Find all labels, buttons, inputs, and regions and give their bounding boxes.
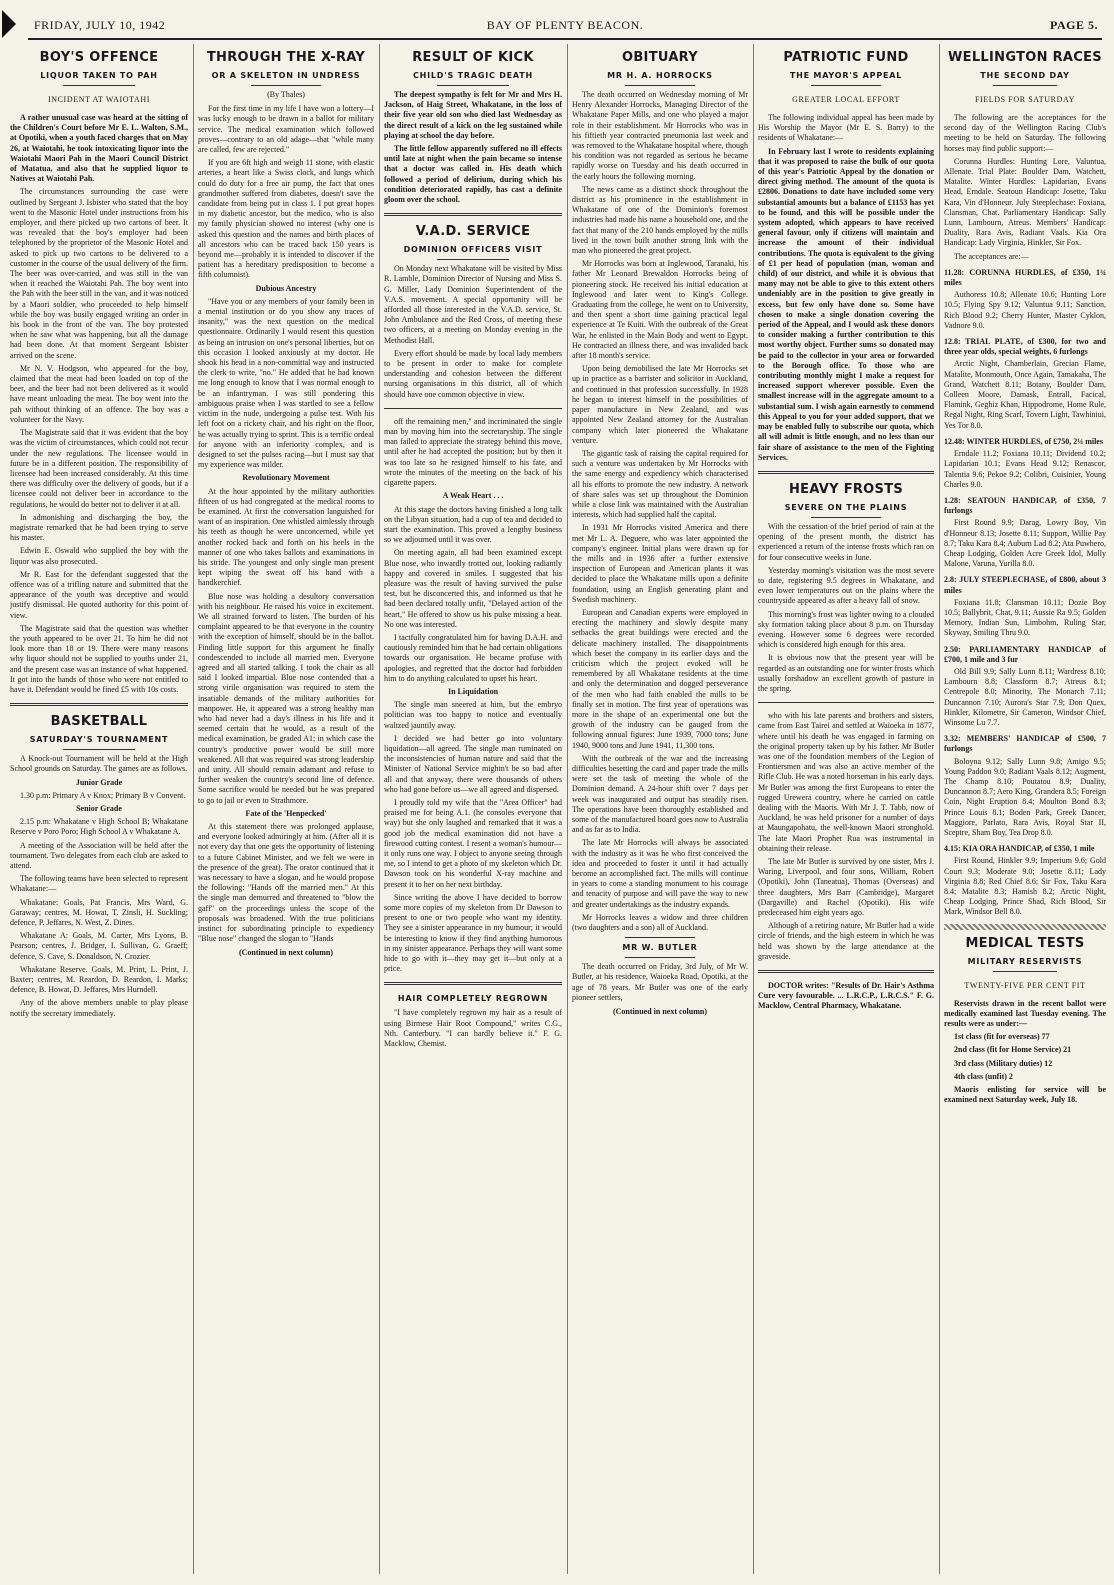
result-line: 2nd class (fit for Home Service) 21 (954, 1045, 1072, 1055)
column-4 (572, 44, 748, 1574)
article-paragraph: I tactfully congratulated him for having D.A.H. and cautiously reminded him that he had certain obligations towards our organisation. He became profuse with apologies, and regretted that the doctor had forbidden him to do anything calculated to upset his heart. (384, 632, 562, 683)
article-paragraph: The following teams have been selected to represent Whakatane:— (10, 874, 188, 894)
decorative-rule (944, 924, 1106, 930)
article-paragraph: The circumstances surrounding the case were outlined by Sergeant J. Isbister who stated that the boy went to the Masonic Hotel under instructions from his employer, and there picked up two cartons of beer. It was revealed that the boy's employer had been telephoned by the proprietor of the Masonic Hotel and asked to pick up two cartons to be delivered to a customer in the course of the usual delivery of the firm. The beer was over-carried, and was still in the van when it reached the Waiotahi Pah. The boy went into the Pah with the beer still in the van, and it was noticed by a Maori soldier, who proceeded to help himself while the boy was busily engaged writing an order in his book in the front of the van. The boy protested when he saw what was happening, but all the damage had been done. At that moment Sergeant Isbister arrived on the scene. (10, 187, 188, 360)
article-paragraph: Mr Horrocks was born at Inglewood, Taranaki, his father Mr Leonard Brewaldon Horrocks being of pioneering stock. He received his initial education at Inglewood and later went to King's College. Graduating from the college, he went on to University, and then spent a short time gaining practical legal experience at Te Kuiti. With the outbreak of the Great War, he enlisted in the Main Body and went to Egypt. He contracted an illness there, and was invalided back after 18 month's service. (572, 259, 748, 361)
article-paragraph: On Monday next Whakatane will be visited by Miss R. Lamble, Dominion Director of Nursing and Miss S. G. Miller, Lady Dominion Superintendent of the V.A.S. movement. A special opportunity will be afforded all those interested in the V.A.D. service, St. John Ambulance and the Red Cross, of meeting these two officers, at a meeting on Monday evening in the Methodist Hall. (384, 264, 562, 345)
subhead: THE MAYOR'S APPEAL (789, 71, 903, 80)
article-paragraph: The death occurred on Friday, 3rd July, of Mr W. Butler, at his residence, Waioeka Road, Opotiki, at the age of 78 years. Mr Butler was one of the early pioneer settlers, (572, 962, 748, 1002)
article-paragraph: The acceptances are:— (954, 251, 1029, 261)
divider (811, 85, 881, 86)
article-paragraph: Mr Horrocks leaves a widow and three children (two daughters and a son) all of Auckland. (572, 912, 748, 933)
race-field: First Round, Hinkler 9.9; Imperium 9.6; Gold Court 9.3; Moderate 9.0; Josette 8.11; Lady Virginia 8.8; Red Chief 8.6; Sir Fox, Taku Kara 8.4; Matalite 8.3; Hamish 8.2; Arctic Night, Cheap Lodging, Prince Shad, Rich Blood, Sir Mark, Windsor Bell 8.0. (944, 856, 1106, 917)
dateline: GREATER LOCAL EFFORT (792, 95, 900, 104)
article-paragraph: off the remaining men," and incriminated the single man by moving him into the secretaryship. The single man failed to appreciate the strategy behind this move, until after he had accepted the position; but by then it was too late so he resigned himself to his fate, and wrote the minutes of the meeting on the back of his cigarette papers. (384, 416, 562, 488)
divider (811, 517, 881, 518)
divider (437, 259, 508, 260)
article-separator (758, 970, 934, 973)
article-paragraph: At the hour appointed by the military authorities fifteen of us had congregated at the medical rooms to be examined. At first the conversation languished for want of an inspiration. One whistled aimlessly through his teeth as though he were unconcerned, while yet another rocked back and forth on his heels in the manner of one who takes ballots and examinations in his stride. The youngest and only single man present kept wiping the sweat off his hand with a handkerchief. (198, 486, 374, 588)
article-paragraph: In February last I wrote to residents explaining that it was proposed to raise the bulk of our quota of this year's Patriotic Appeal by the donation or direct giving method. The amount of the quota is £2806. Donations to date have included some very substantial amounts but a balance of £1153 has yet to be found, and this will be possible under the system adopted, which appears to have received general favour, only if citizens will maintain and increase the amount of their individual contributions. The quota is equivalent to the giving of £1 per head of population (man, woman and child) of our district, and while it is obvious that many may not be able to give to this extent others undeniably are in the position to give greatly in excess, but few only have done so. Some have chosen to make a single donation covering the period of the Appeal, and I would ask these donors to consider making a further contribution to this most worthy object. Further sums so donated may be paid to the collector in your area or forwarded to the Borough office. To those who are contributing monthly might I make a request for increased support wherever possible. Even the smallest increase will in the aggregate amount to a substantial sum. I wish again earnestly to commend this Appeal to you for your added support, that we may be enabled fully to subscribe our quota, which all will admit is little enough, and no less than our fair share of assistance to the men of the Fighting Services. (758, 146, 934, 462)
divider (63, 85, 134, 86)
column-divider (939, 44, 940, 1574)
masthead-page: PAGE 5. (1050, 18, 1098, 32)
race-heading: 1.28: SEATOUN HANDICAP, of £350, 7 furlongs (944, 495, 1106, 516)
article-paragraph: This morning's frost was lighter owing to a clouded sky formation taking place about 8 p.m. on Thursday evening. However some 6 degrees were recorded which is considered high enough for this area. (758, 609, 934, 650)
article-paragraph: A meeting of the Association will be held after the tournament. Two delegates from each club are asked to attend. (10, 840, 188, 870)
column-3 (384, 44, 562, 1574)
column-divider (379, 44, 380, 1574)
race-field: Foxiana 11.8; Clansman 10.11; Dozie Boy 10.5; Ballybrit, Chat, 9.11; Aussie Ra 9.5; Golden Memory, Indian Sun, Limbohm, Ruling Star, Skyway, Smiling Thru 9.0. (944, 597, 1106, 638)
article-paragraph: The late Mr Butler is survived by one sister, Mrs J. Waring, Liverpool, and four sons, William, Robert (Opotiki), John (Taneatua), Thomas (Overseas) and three daughters, Mrs Barr (Cambridge), Margaret (Dargaville) and Rachel (Opotiki). His wife predeceased him eight years ago. (758, 857, 934, 918)
subhead: MR H. A. HORROCKS (607, 71, 713, 80)
race-heading: 11.28: CORUNNA HURDLES, of £350, 1¾ miles (944, 267, 1106, 288)
article-paragraph: The Magistrate said that the question was whether the youth appeared to be over 21. To him he did not look more than 18 or 19. There were many reasons why liquor should not be supplied to youths under 21, and the present case was an instance of what happened. It got into the hands of those who were not entitled to have it. Defendant would be fined £5 with 10s costs. (10, 623, 188, 694)
article-paragraph: Upon being demobilised the late Mr Horrocks set up in practice as a barrister and solicitor in Auckland, and continued in that profession successfully. In 1928 he began to interest himself in the possibilities of paper manufacture in New Zealand, and was appointed New Zealand attorney for the Australian company which later pioneered the Whakatane venture. (572, 364, 748, 445)
headline-xray: THROUGH THE X-RAY (206, 50, 366, 65)
article-paragraph: Maoris enlisting for service will be examined next Saturday week, July 18. (944, 1085, 1106, 1105)
masthead-date: FRIDAY, JULY 10, 1942 (34, 18, 166, 32)
article-paragraph: Every effort should be made by local lady members to be present in order to make for complete understanding and cohesion between the different nursing organisations in this district, all of which should have one common objective in view. (384, 348, 562, 399)
dateline: FIELDS FOR SATURDAY (974, 95, 1075, 104)
article-paragraph: The little fellow apparently suffered no ill effects until late at night when the pain became so intense that a doctor was called in. His death which followed a period of delirium, during which his condition deteriorated rapidly, has cast a definite gloom over the school. (384, 144, 562, 205)
masthead (28, 16, 1102, 40)
race-field: Boloyna 9.12; Sally Lunn 9.8; Amigo 9.5; Young Paddon 9.0; Radiant Vaals 8.12; Augment, The Champ 8.10; Poutatou 8.9; Duality, Duncannon 8.7; Aero King, Grandera 8.5; Foreign Coin, Night Eruption 8.4; Moulton Bond 8.3; Prince Louis 8.1; Boden Park, Greek Dancer, Maggiore, Parlato, Rara Avis, Royal Star II, Sceptre, Sham Boy, Tea Drop 8.0. (944, 756, 1106, 837)
section-heading: In Liquidation (447, 686, 499, 696)
article-paragraph: The following individual appeal has been made by His Worship the Mayor (Mr E. S. Barry) to the residents of Whakatane:— (758, 113, 934, 143)
subhead: OR A SKELETON IN UNDRESS (211, 71, 361, 80)
article-paragraph: At this stage the doctors having finished a long talk on the Libyan situation, had a cup of tea and decided to start the examination. This proved a lengthy business so we adjourned until it was over. (384, 504, 562, 545)
article-paragraph: Mr R. East for the defendant suggested that the offence was of a trifling nature and submitted that the appearance of the youth was deceptive and would justify dismissal. He quoted authority for this point of view. (10, 569, 188, 620)
headline-vad-service: V.A.D. SERVICE (415, 224, 531, 240)
section-heading: Senior Grade (76, 803, 122, 813)
article-paragraph: For the first time in my life I have won a lottery—I was lucky enough to be drawn in a ballot for military service. The medical examination which followed proves—contrary to an old adage—that "while many are called, few are rejected." (198, 104, 374, 155)
race-heading: 2.50: PARLIAMENTARY HANDICAP of £700, 1 mile and 3 fur (944, 644, 1106, 664)
headline-hair-regrown: HAIR COMPLETELY REGROWN (397, 994, 549, 1004)
article-paragraph: Corunna Hurdles: Hunting Lore, Valuntua, Allenate. Trial Plate: Boulder Dam, Watchett, Matalite. Winter Hurdles: Lapidarian, Evans Head, Erndale. Seatoun Handicap: Josette, Taku Kara, Vin d'Honneur. July Steeplechase: Foxiana, Clansman, Chat. Parliamentary Handicap: Sally Lunn, Lambourn, Atreus. Members' Handicap: Duality, Rara Avis, Radiant Vaals. Kia Ora Handicap: Lady Virginia, Hinkler, Sir Fox. (944, 156, 1106, 248)
article-lead: A rather unusual case was heard at the sitting of the Children's Court before Mr E. L. Walton, S.M., at Opotiki, when a youth faced charges that on May 26, at Waiotahi, he took intoxicating liquor into the Waiotahi Maori Pah in the Maori Council District of Matatua, and also that he supplied liquor to Natives at Waiotahi Pah. (10, 113, 188, 184)
divider (625, 85, 695, 86)
article-paragraph: Whakatane A: Goals, M. Carter, Mrs Lyons, B. Pearson; centres, J. Bridger, I. Sullivan, G. Graeff; defence, S. Cave, S. Donaldson, N. Crozier. (10, 931, 188, 961)
section-heading: Revolutionary Movement (242, 473, 330, 483)
article-separator (384, 982, 562, 985)
section-heading: Junior Grade (75, 777, 123, 787)
article-paragraph: Since writing the above I have decided to borrow some more copies of my skeleton from Dr Dawson to present to one or two people who want my identity. They see a sinister appearance in my humour; it would be interesting to know if they find anything humorous in my sinister appearance. Perhaps they will want some hide to go with it—they may get it—but only at a price. (384, 892, 562, 974)
result-line: 1st class (fit for overseas) 77 (954, 1032, 1050, 1042)
column-divider (753, 44, 754, 1574)
headline-patriotic-fund: PATRIOTIC FUND (783, 50, 909, 65)
headline-w-butler: MR W. BUTLER (622, 943, 698, 953)
article-paragraph: If you are 6ft high and weigh 11 stone, with elastic arteries, a heart like a Swiss clock, and lungs which could do duty for a free air pump, the fact that ones grandmother suffered from diabetes, doesn't save the candidate from being put in class 1. I put great hopes in my diabetic ancestor, but the medico, who is also my family physician showed no interest (why one is asked this question and the names and birth places of all ancestors who can be traced back 150 years is beyond me—probably it is intended to discover if the patient has a hereditary predisposition to become a fifth columnist). (198, 158, 374, 280)
article-paragraph: Any of the above members unable to play please notify the secretary immediately. (10, 998, 188, 1018)
race-field: Arctic Night, Chamberlain, Grecian Flame, Matalite, Monmouth, Once Again, Tamakaha, The Grand, Watchett 8.11; Botany, Boulder Dam, Colleen Moore, Damask, Entrall, Facical, Flamink, Geghiz Khan, Hippodrome, Home Rule, Regal Night, Ring Scarf, Tovern Light, Tawhiniui, Yes Tor 8.0. (944, 359, 1106, 430)
section-heading: A Weak Heart . . . (442, 491, 504, 501)
column-6 (944, 44, 1106, 1574)
article-paragraph: "Have you or any members of your family been in a mental institution or do you show any traces of insanity," was the next question on the medical questionnaire. Ordinarily I would resent this question as being an intrusion on one's personal liberties, but on this occasion I looked anxiously at my doctor. He shook his head in a non-committal way and instructed the clerk to write, "no." He added that he had known me long enough to know that I was normal enough to be an infantryman. I was still pondering this ambiguous praise when I was startled to see a fellow victim in the nude, undergoing a pulse test. With his left foot on a rickety chair, and his right on the floor, he was actually trying to sprint. This is a terrific ordeal for anyone with an inferiority complex, and is designed to set the pulses racing—but I must say that my experience was milder. (198, 296, 374, 470)
dateline: INCIDENT AT WAIOTAHI (47, 95, 151, 104)
masthead-paper: BAY OF PLENTY BEACON. (486, 18, 644, 32)
article-paragraph: European and Canadian experts were employed in erecting the machinery and slowly despite many setbacks the great buildings were erected and the delicate machinery installed. The disappointments which beset the company in its earlier days and the criticism which the project evoked will be remembered by all Whakatane residents at the time and only the determination and dogged perseverance of the men who had faith enabled the mills to be finally set in motion. The first year of operations was more in the shape of an experimental one but the growth of the industry can be gauged from the following annual figures: June 1939, 7000 tons; June 1940, 9000 tons and June 1941, 11,300 tons. (572, 607, 748, 750)
page-arrow-icon (2, 10, 16, 38)
race-heading: 2.8: JULY STEEPLECHASE, of £800, about 3 miles (944, 575, 1106, 595)
article-paragraph: At this statement there was prolonged applause, and everyone looked admiringly at him. (After all it is not every day that one gets the opportunity of listening to a future Cabinet Minister, and we felt we were in the presence of the great). The orator continued that it was necessary to have a slogan, and he would propose the following: "Hands off the married men." At this the single man demurred and threatened to "blow the gaff" on the proceedings unless the scope of the proposals was broadened. With the true politicians instinct for subordinating principle to expediency "Blue nose" changed the slogan to "Hands (198, 822, 374, 944)
article-paragraph: The following are the acceptances for the second day of the Wellington Racing Club's meeting to be held on Saturday. The following horses may find public support:— (944, 113, 1106, 153)
divider (437, 85, 508, 86)
divider (63, 749, 134, 750)
advertisement-text: "I have completely regrown my hair as a result of using Birmese Hair Root Compound," writes C.G., Nth. Canterbury. "I can hardly believe it." F. G. Macklow, Chemist. (384, 1008, 562, 1049)
headline-medical-tests: MEDICAL TESTS (965, 935, 1085, 951)
article-paragraph: The gigantic task of raising the capital required for such a venture was undertaken by Mr Horrocks with the same energy and expediency which characterised all his efforts to promote the new industry. A network of share sales was set up throughout the Dominion while a close link was maintained with the Australian interests, which had supplied half the capital. (572, 448, 748, 520)
article-paragraph: 1.30 p.m: Primary A v Knox; Primary B v Convent. (20, 790, 186, 800)
article-paragraph: Although of a retiring nature, Mr Butler had a wide circle of friends, and the high esteem in which he was held was shown by the large attendance at the graveside. (758, 921, 934, 961)
headline-heavy-frosts: HEAVY FROSTS (788, 481, 904, 497)
column-divider (193, 44, 194, 1574)
headline-basketball: BASKETBALL (50, 714, 148, 730)
article-paragraph: The late Mr Horrocks will always be associated with the industry as it was he who first conceived the idea and proceeded to foster it until it had actually become an accomplished fact. The mills will continue in years to come a standing monument to his courage and tenacity of purpose and will pave the way to new and greater undertakings as the industry expands. (572, 838, 748, 909)
subhead: MILITARY RESERVISTS (967, 956, 1083, 966)
byline: (By Thales) (267, 90, 305, 99)
divider (625, 957, 695, 958)
race-heading: 12.8: TRIAL PLATE, of £300, for two and three year olds, special weights, 6 furlongs (944, 337, 1106, 357)
article-paragraph: Edwin E. Oswald who supplied the boy with the liquor was also prosecuted. (10, 546, 188, 566)
article-paragraph: It is obvious now that the present year will be regarded as an outstanding one for winter frosts which usually forshadow an excellent growth of pasture in the spring. (758, 653, 934, 693)
result-line: 3rd class (Military duties) 12 (954, 1058, 1053, 1068)
article-paragraph: Mr N. V. Hodgson, who appeared for the boy, claimed that the meat had been loaded on top of the beer, and the beer had not been delivered as it would have meant unloading the meat. The boy went into the pah without thinking of an offence. The boy was a volunteer for the Navy. (10, 363, 188, 424)
article-paragraph: Reservists drawn in the recent ballot were medically examined last Tuesday evening. The results were as under:— (944, 998, 1106, 1029)
article-paragraph: who with his late parents and brothers and sisters, came from East Tairei and settled at Waioeka in 1877, where until his death he was engaged in farming on the original property taken up by his father. Mr Butler was one of the foundation members of the Legion of Frontiersmen and was also an active member of the Rifle Club. He was a noted horseman in his early days. Mr Butler was among the first Europeans to enter the rugged Urewera country, where he carried on cattle dealing with the Maoris. With Mr J. T. Tabb, now of Auckland, he was held prisoner for a number of days at Maungapohatu, the well-known Maori stronghold. The late Maori Prophet Rua was instrumental in obtaining their release. (758, 711, 934, 853)
article-paragraph: With the cessation of the brief period of rain at the opening of the present month, the district has experienced a return of the intense frosts which ran on for four consecutive weeks in June. (758, 521, 934, 562)
divider (625, 937, 695, 938)
section-heading: Dubious Ancestry (255, 283, 317, 293)
section-heading: Fate of the 'Henpecked' (245, 808, 327, 818)
race-field: Erndale 11.2; Foxiana 10.11; Dividend 10.2; Lapidarian 10.1; Evans Head 9.12; Renascor, Talentia 9.6; Pekoe 9.2; Colibri, Cuisinier, Young Charles 9.0. (944, 449, 1106, 489)
column-1 (10, 44, 188, 1574)
article-paragraph: With the outbreak of the war and the increasing difficulties besetting the card and paper trade the mills were set the task of meeting the whole of the Dominion demand. A 24-hour shift over 7 days per week was inaugurated and output has steadily risen. The operations have been thoroughly established and some of the manufactured board goes now to Australia and as far as to India. (572, 753, 748, 835)
dateline: TWENTY-FIVE PER CENT FIT (964, 980, 1086, 990)
column-5 (758, 44, 934, 1574)
subhead: SEVERE ON THE PLAINS (784, 502, 908, 512)
article-separator (384, 213, 562, 216)
divider (993, 85, 1058, 86)
article-paragraph: The single man sneered at him, but the embryo politician was too happy to notice and eventually waltzed jauntily away. (384, 700, 562, 730)
race-field: Authoress 10.8; Allenate 10.6; Hunting Lore 10.5; Flying Spy 9.12; Valuntua 9.11; Sanction, Rich Blood 9.2; Cherry Hunter, Master Cyklon, Vadnore 9.0. (944, 290, 1106, 330)
article-lead: The deepest sympathy is felt for Mr and Mrs H. Jackson, of Haig Street, Whakatane, in the loss of their five year old son who died last Wednesday as the direct result of a kick on the leg sustained while playing at school the day before. (384, 90, 562, 140)
subhead: DOMINION OFFICERS VISIT (403, 245, 543, 255)
article-paragraph: A Knock-out Tournament will be held at the High School grounds on Saturday. The games are as follows. (10, 754, 188, 774)
headline-boys-offence: BOY'S OFFENCE (39, 50, 159, 65)
subhead: THE SECOND DAY (980, 71, 1070, 80)
article-paragraph: Blue nose was holding a desultory conversation with his neighbour. He raised his voice in excitement. We all strained forward to listen. The burden of his complaint appeared to be that everyone in the country with the exception of himself, should be in the ballot. Finding little support for this argument he finally condescended to include all married men. Everyone agreed and all started talking. I took the chair as all said I looked impartial. Blue nose contended that a strong virile organisation was required to stem the insatiable demands of the military authorities for manpower. He, it appeared was a strong healthy man who had never had a day's illness in his life and it seemed certain that he would, as a result of the medical examination, be graded A1; in which case the country's productive power would be still more weakened. All that was required was strong leadership and unity. All should remain adamant and refuse to further weaken the country's second line of defence. Some sacrifice would be needed but he was prepared to go to jail or even to Strathmore. (198, 591, 374, 805)
result-line: 4th class (unfit) 2 (954, 1071, 1013, 1081)
advertisement-text: DOCTOR writes: "Results of Dr. Hair's Asthma Cure very favourable. ... L.R.C.P., L.R.C.S." F. G. Macklow, Central Pharmacy, Whakatane. (758, 981, 934, 1011)
article-paragraph: On meeting again, all had been examined except Blue nose, who inwardly trotted out, looking radiantly happy and covered in smiles. I suggested that his pleasure was the result of having survived the pulse test, but he disconcerted this, and informed us that he had been declared totally unfit, "Delayed action of the heart," He offered to show us his pulse missing a beat. No one was interested. (384, 548, 562, 629)
subhead: LIQUOR TAKEN TO PAH (40, 71, 158, 80)
article-paragraph: In 1931 Mr Horrocks visited America and there met Mr L. A. Deguere, who was later appointed the company's engineer. Initial plans were drawn up for the mills and in 1936 after a further extensive inspection of European and American plants it was decided to place the Whakatane mills upon a definite foundation, using an English generating plant and Swedish machinery. (572, 523, 748, 604)
article-separator (758, 471, 934, 474)
subhead: SATURDAY'S TOURNAMENT (29, 735, 169, 745)
race-field: First Round 9.9; Darag, Lowry Boy, Vin d'Honneur 8.13; Josette 8.11; Support, Willie Pay 8.7; Taku Kara 8.4; Auburn Lad 8.2; Ata Puwhero, Cheap Lodging, Golden Acre Greek Idol, Molly Malone, Varuna, Yurilla 8.0. (944, 518, 1106, 569)
article-separator (10, 703, 188, 706)
article-paragraph: In admonishing and discharging the boy, the magistrate remarked that he had been trying to serve his master. (10, 512, 188, 543)
article-separator (384, 408, 562, 409)
race-field: Old Bill 9.9; Sally Lunn 8.11; Wardress 8.10; Lambourn 8.8; Classform 8.7; Atreus 8.1; Centrepole 8.0; Minority, The Monarch 7.11; Duncannon 7.10; Aurora's Star 7.9; Don Quex, Hinkler, Kilometre, Sir Cameron, Windsor Chief, Winsome Lu 7.7. (944, 666, 1106, 727)
article-paragraph: I decided we had better go into voluntary liquidation—all agreed. The single man ruminated on the inconsistencies of human nature and said that the Minister of National Service mightn't be so bad after all and that anyway, there were thousands of others who had gone before us—we all agreed and dispersed. (384, 733, 562, 794)
article-paragraph: The Magistrate said that it was evident that the boy was the victim of circumstances, which could not recur under the new regulations. The licensee would in future be in a different position. The responsibility of licensee had been increased considerably. At this time there was difficulty over the delivery of goods, but if a licensee could not deliver beer in accordance to the regulations, he would do better not to deliver it at all. (10, 428, 188, 509)
divider (251, 85, 321, 86)
continued-note: (Continued in next column) (612, 1007, 707, 1017)
race-heading: 4.15: KIA ORA HANDICAP, of £350, 1 mile (944, 844, 1095, 854)
column-2 (198, 44, 374, 1574)
article-paragraph: The news came as a distinct shock throughout the district as his prominence in the establishment in Whakatane of one of the Dominion's foremost industries had made his name a household one, and the fact that many of the 210 hands employed by the mills lived in the town built another strong link with the man who pioneered the great project. (572, 184, 748, 256)
article-paragraph: Yesterday morning's visitation was the most severe to date, registering 9.5 degrees in Whakatane, and even lower temperatures out on the plains where the countryside appeared as after a heavy fall of snow. (758, 565, 934, 606)
headline-result-of-kick: RESULT OF KICK (412, 50, 534, 65)
article-separator (758, 702, 934, 703)
race-heading: 12.48: WINTER HURDLES, of £750, 2¼ miles (944, 436, 1103, 446)
headline-obituary: OBITUARY (622, 50, 698, 65)
headline-wellington-races: WELLINGTON RACES (948, 50, 1102, 65)
article-paragraph: Whakatane: Goals, Pat Francis, Mrs Ward, G. Garaway; centres, M. Howat, T. Zinsli, H. Suckling; defence, P. Jeffares, N. West, Z. Dines. (10, 897, 188, 928)
article-paragraph: Whakatane Reserve. Goals, M. Print, L. Print, J. Baxter; centres, M. Reardon, D. Reardon, I. Marks; defence, B. Howat, D. Jeffares, Mrs Hurndell. (10, 964, 188, 995)
divider (993, 971, 1058, 972)
continued-note: (Continued in next column) (238, 948, 333, 958)
column-divider (567, 44, 568, 1574)
subhead: CHILD'S TRAGIC DEATH (412, 71, 534, 80)
article-paragraph: 2.15 p.m: Whakatane v High School B; Whakatane Reserve v Poro Poro; High School A v Whakatane A. (10, 817, 188, 837)
article-paragraph: The death occurred on Wednesday morning of Mr Henry Alexander Horrocks, Managing Director of the Whakatane Paper Mills, and one who played a major role in their establishment. Mr Horrocks who was in his fiftieth year contracted pneumonia last week and was removed to the Whakatane hospital where, though his condition was not regarded as serious he became rapidly worse on Tuesday and his death occurred in the early hours the following morning. (572, 90, 748, 181)
race-heading: 3.32: MEMBERS' HANDICAP of £500, 7 furlongs (944, 734, 1106, 754)
article-paragraph: I proudly told my wife that the "Area Officer" had praised me for being A.1. (he consoles everyone that way) but she only laughed and remarked that it was a good job the medical examination did not have a firewood cutting contest. I resent a woman's humour—it only runs one way. I object to anyone seeing through me, so I intend to get a photo of my skeleton which Dr. Dawson took on his wonderful X-ray machine and present it to her on her next birthday. (384, 797, 562, 889)
